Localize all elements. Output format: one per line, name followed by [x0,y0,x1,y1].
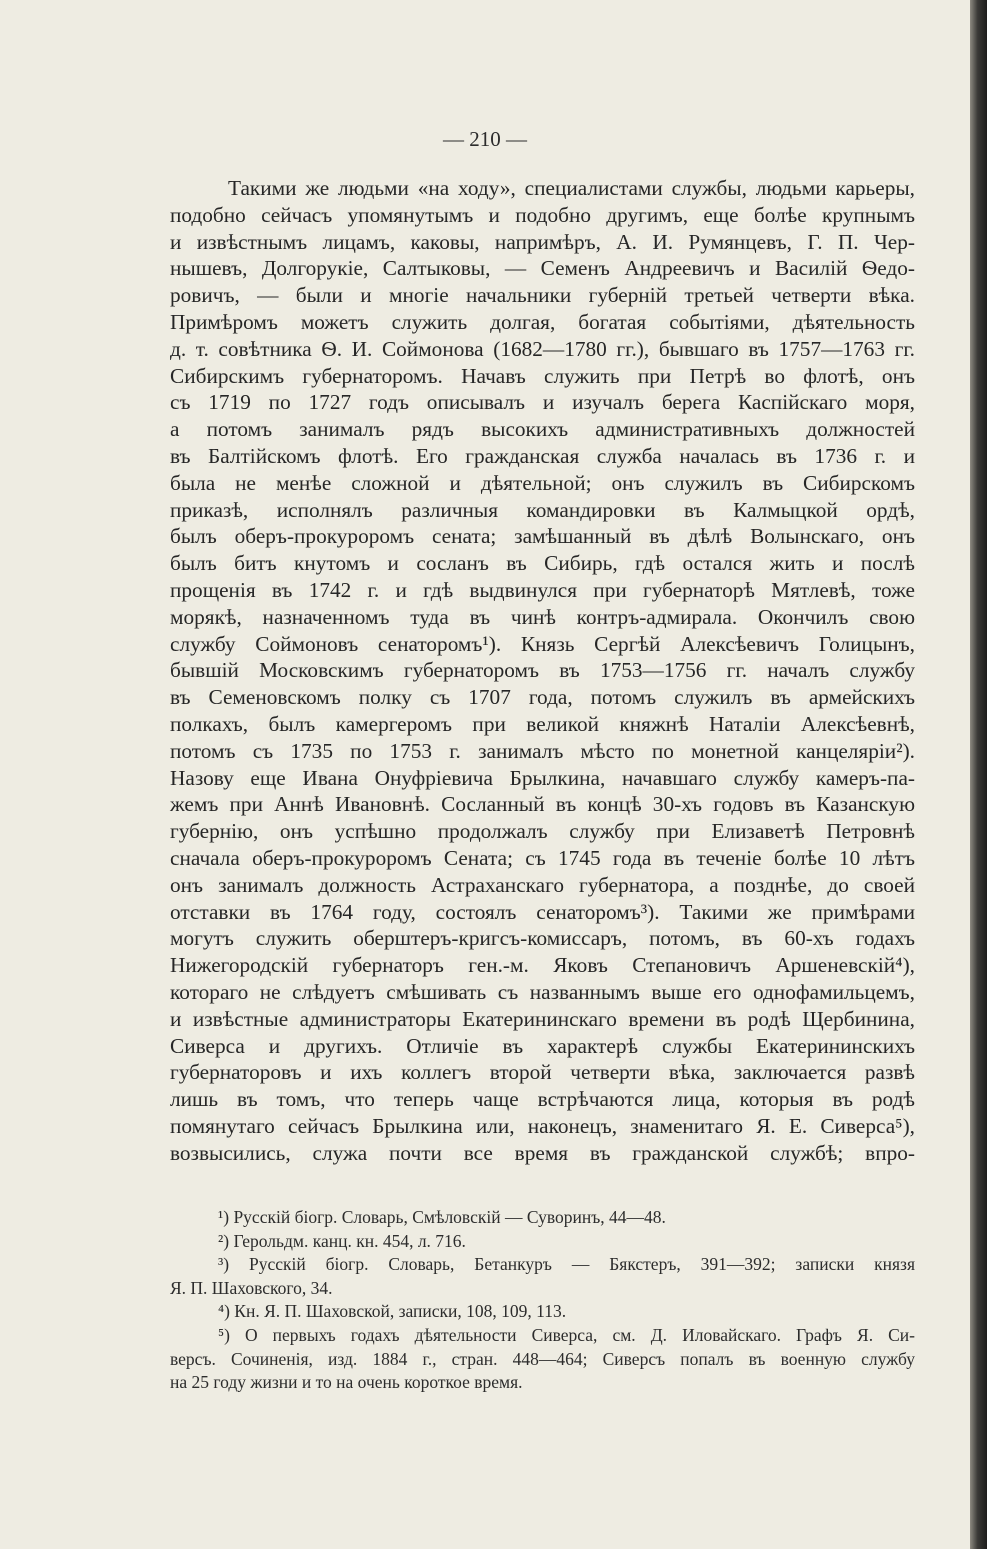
text-line: возвысились, служа почти все время въ гражданской службѣ; впро- [170,1140,915,1165]
text-line: отставки въ 1764 году, состоялъ сенаторомъ³). Такими же примѣрами [170,899,915,924]
text-line: ровичъ, — были и многіе начальники губерній третьей четверти вѣка. [170,283,915,308]
text-line: потомъ съ 1735 по 1753 г. занималъ мѣсто по монетной канцеляріи²). [170,738,915,763]
footnote-line: ⁵) О первыхъ годахъ дѣятельности Сиверса, см. Д. Иловайскаго. Графъ Я. Си- [218,1324,915,1345]
text-line: была не менѣе сложной и дѣятельной; онъ служилъ въ Сибирскомъ [170,470,915,495]
body-text [170,175,915,1166]
footnote-line: ⁴) Кн. Я. П. Шаховской, записки, 108, 109, 113. [218,1301,567,1322]
text-line: Примѣромъ можетъ служить долгая, богатая событіями, дѣятельность [170,309,915,334]
text-line: въ Семеновскомъ полку съ 1707 года, потомъ служилъ въ армейскихъ [170,685,915,710]
text-line: былъ оберъ-прокуроромъ сената; замѣшанный въ дѣлѣ Волынскаго, онъ [170,524,915,549]
footnote-line: на 25 году жизни и то на очень короткое время. [170,1372,523,1393]
text-line: Сибирскимъ губернаторомъ. Начавъ служить при Петрѣ во флотѣ, онъ [170,363,915,388]
text-line: жемъ при Аннѣ Ивановнѣ. Сосланный въ концѣ 30-хъ годовъ въ Казанскую [170,792,915,817]
text-line: нышевъ, Долгорукіе, Салтыковы, — Семенъ Андреевичъ и Василій Ѳедо- [170,256,915,281]
text-line: былъ битъ кнутомъ и сосланъ въ Сибирь, гдѣ остался жить и послѣ [170,551,915,576]
text-line: съ 1719 по 1727 годъ описывалъ и изучалъ берега Каспійскаго моря, [170,390,915,415]
text-line: Назову еще Ивана Онуфріевича Брылкина, начавшаго службу камеръ-па- [170,765,915,790]
text-line: Такими же людьми «на ходу», специалистами службы, людьми карьеры, [228,176,915,200]
text-line: лишь въ томъ, что теперь чаще встрѣчаются лица, которыя въ родѣ [170,1087,915,1112]
text-line: губернаторовъ и ихъ коллегъ второй четверти вѣка, заключается развѣ [170,1060,915,1085]
text-line: подобно сейчасъ упомянутымъ и подобно другимъ, еще болѣе крупнымъ [170,202,915,227]
text-line: могутъ служить оберштеръ-кригсъ-комиссаръ, потомъ, въ 60-хъ годахъ [170,926,915,951]
text-line: приказѣ, исполнялъ различныя командировки въ Калмыцкой ордѣ, [170,497,915,522]
text-line: полкахъ, былъ камергеромъ при великой княжнѣ Наталіи Алексѣевнѣ, [170,711,915,736]
footnotes [170,1206,915,1395]
text-line: а потомъ занималъ рядъ высокихъ административныхъ должностей [170,417,915,442]
text-line: службу Соймоновъ сенаторомъ¹). Князь Сергѣй Алексѣевичъ Голицынъ, [170,631,915,656]
text-line: въ Балтійскомъ флотѣ. Его гражданская служба началась въ 1736 г. и [170,443,915,468]
text-line: котораго не слѣдуетъ смѣшивать съ названнымъ выше его однофамильцемъ, [170,979,915,1004]
page-edge [970,0,987,1549]
footnote-line: Я. П. Шаховского, 34. [170,1277,333,1298]
footnote-line: ¹) Русскій біогр. Словарь, Смѣловскій — Суворинъ, 44—48. [218,1207,666,1227]
text-line: прощенія въ 1742 г. и гдѣ выдвинулся при губернаторѣ Мятлевѣ, тоже [170,577,915,602]
text-line: помянутаго сейчасъ Брылкина или, наконецъ, знаменитаго Я. Е. Сиверса⁵), [170,1113,915,1138]
text-line: и извѣстнымъ лицамъ, каковы, напримѣръ, А. И. Румянцевъ, Г. П. Чер- [170,229,915,254]
text-line: сначала оберъ-прокуроромъ Сената; съ 1745 года въ теченіе болѣе 10 лѣтъ [170,845,915,870]
text-line: морякѣ, назначенномъ туда въ чинѣ контръ-адмирала. Окончилъ свою [170,604,915,629]
footnote-line: версъ. Сочиненія, изд. 1884 г., стран. 448—464; Сиверсъ попалъ въ военную службу [170,1348,915,1369]
text-line: д. т. совѣтника Ѳ. И. Соймонова (1682—1780 гг.), бывшаго въ 1757—1763 гг. [170,336,915,361]
page-number: — 210 — [443,127,527,151]
text-line: Сиверса и другихъ. Отличіе въ характерѣ службы Екатерининскихъ [170,1033,915,1058]
text-line: и извѣстные администраторы Екатерининскаго времени въ родѣ Щербинина, [170,1006,915,1031]
text-line: губернію, онъ успѣшно продолжалъ службу при Елизаветѣ Петровнѣ [170,819,915,844]
footnote-line: ²) Герольдм. канц. кн. 454, л. 716. [218,1230,466,1251]
text-line: бывшій Московскимъ губернаторомъ въ 1753—1756 гг. началъ службу [170,658,915,683]
footnote-line: ³) Русскій біогр. Словарь, Бетанкуръ — Бякстеръ, 391—392; записки князя [218,1254,915,1275]
text-line: Нижегородскій губернаторъ ген.-м. Яковъ Степановичъ Аршеневскій⁴), [170,953,915,978]
text-line: онъ занималъ должность Астраханскаго губернатора, а позднѣе, до своей [170,872,915,897]
